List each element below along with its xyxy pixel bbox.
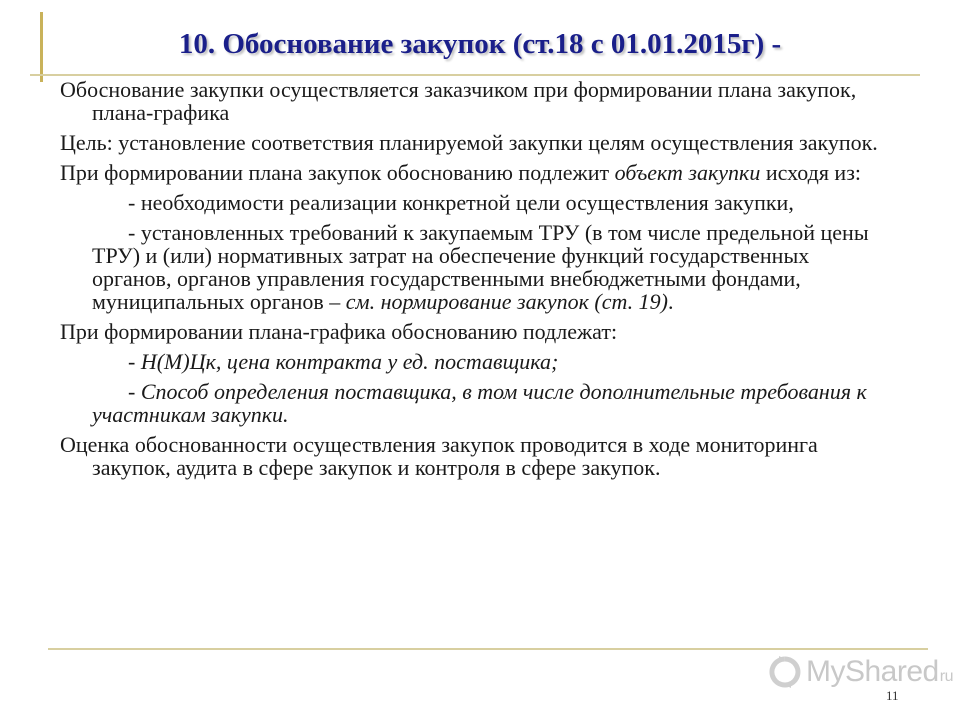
paragraph-7 [60,350,880,373]
watermark-text [806,655,953,689]
paragraph-5 [60,221,880,313]
paragraph-3-before: При формировании плана закупок обоснованию подлежит [60,160,615,185]
page-number: 11 [886,688,899,703]
paragraph-1: Обоснование закупки осуществляется заказчиком при формировании плана закупок, плана-графика [60,77,857,125]
paragraph-5-after: . [668,289,674,314]
paragraph-8-before: - [128,379,141,404]
paragraph-9: Оценка обоснованности осуществления закупок проводится в ходе мониторинга закупок, аудита в сфере закупок и контроля в сфере закупок. [60,432,818,480]
watermark-name: MyShared [806,655,939,688]
paragraph-7-before: - [128,349,141,374]
paragraph-8 [60,380,880,426]
paragraph-7-italic: Н(М)Цк, цена контракта у ед. поставщика; [140,349,559,374]
myshared-watermark [768,654,953,690]
slide-body [60,78,880,486]
paragraph-3-italic: объект закупки [614,160,761,185]
accent-bottom-line [48,648,928,650]
paragraph-8-italic: Способ определения поставщика, в том числе дополнительные требования к участникам закупки. [92,379,867,427]
paragraph-5-before: - установленных требований к закупаемым ТРУ (в том числе предельной цены ТРУ) и (или) нормативных затрат на обеспечение функций государственных органов, органов управления государственными внебюджетными фондами, муниципальных органов – [92,220,869,314]
watermark-suffix: ru [939,668,953,685]
paragraph-6: При формировании плана-графика обоснованию подлежат: [60,319,618,344]
accent-top-line [30,74,920,76]
paragraph-4: - необходимости реализации конкретной цели осуществления закупки, [128,190,794,215]
slide-title: 10. Обоснование закупок (ст.18 с 01.01.2015г) - [178,28,782,60]
paragraph-2: Цель: установление соответствия планируемой закупки целям осуществления закупок. [60,130,878,155]
paragraph-3-after: исходя из: [760,160,862,185]
paragraph-5-italic: см. нормирование закупок (ст. 19) [345,289,669,314]
paragraph-3 [60,161,880,184]
myshared-logo-icon [768,655,802,689]
